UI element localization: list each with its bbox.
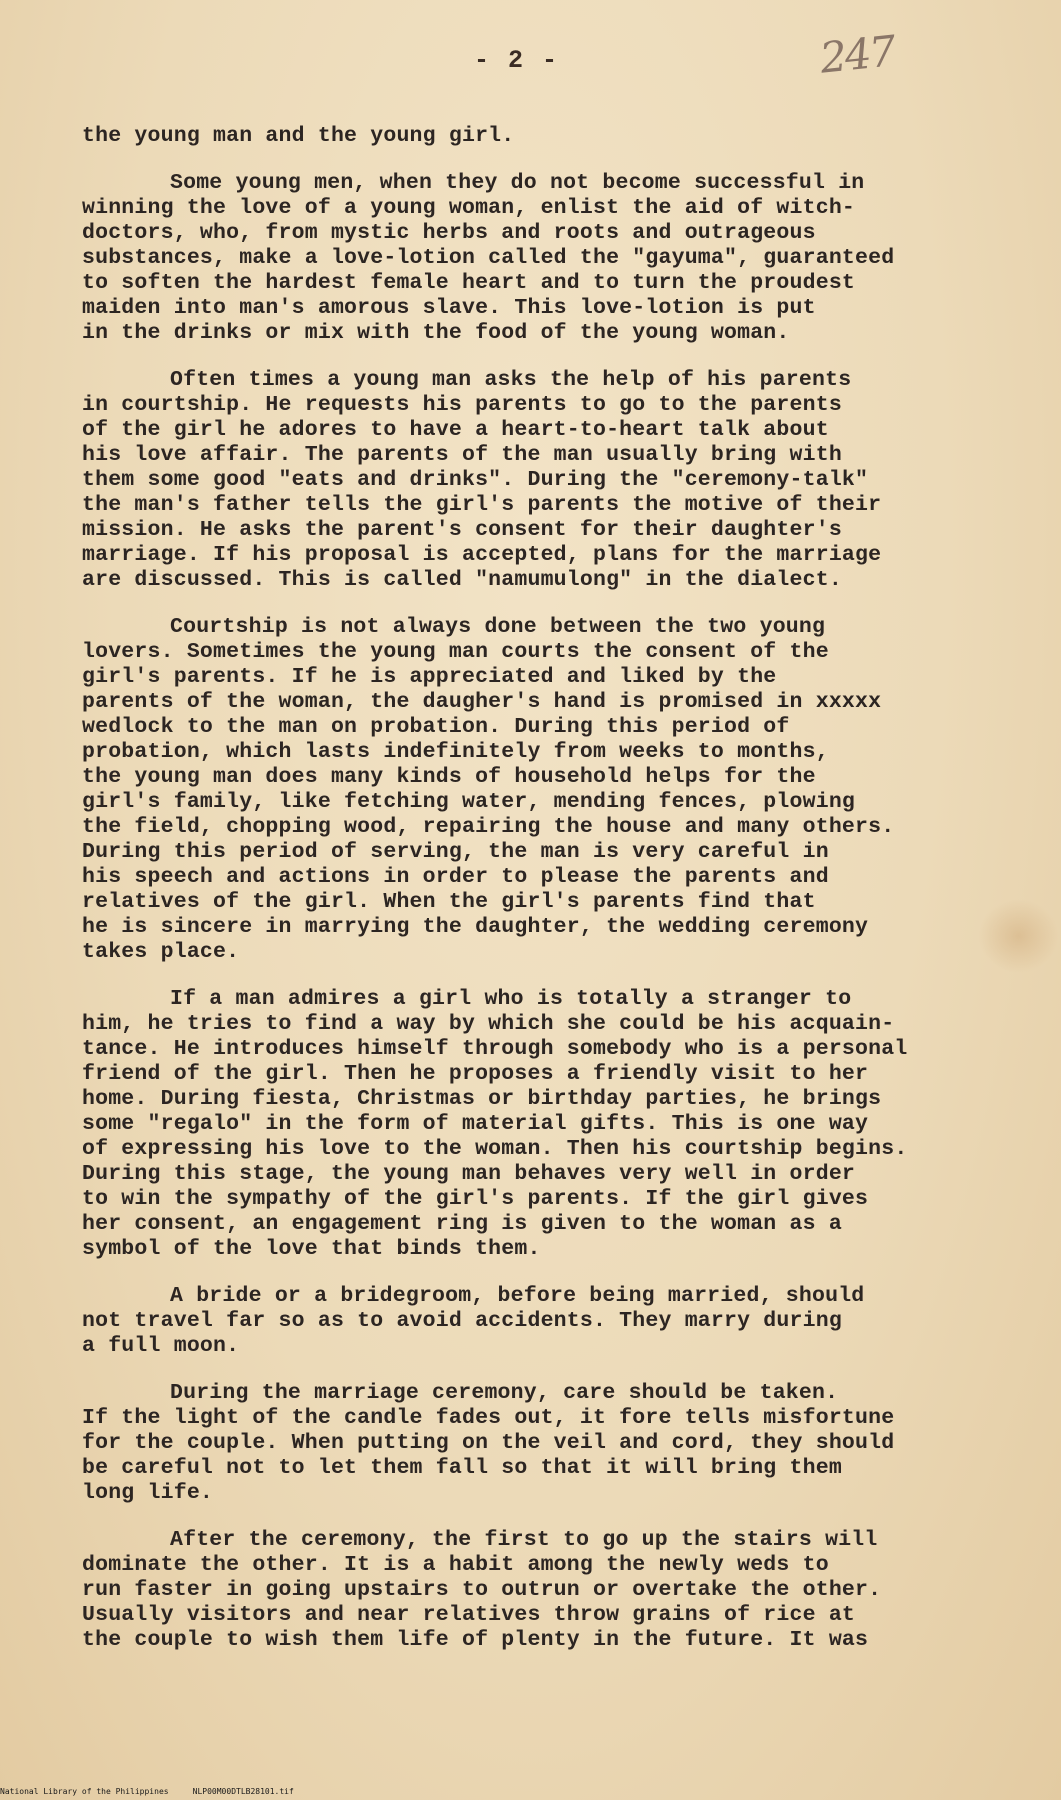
- paragraph: [82, 368, 1042, 593]
- text-line: the man's father tells the girl's parents the motive of their: [82, 493, 882, 517]
- text-line: a full moon.: [82, 1334, 240, 1358]
- text-line: If the light of the candle fades out, it fore tells misfortune: [82, 1406, 895, 1430]
- text-line: During this period of serving, the man is very careful in: [82, 840, 829, 864]
- text-line: for the couple. When putting on the veil and cord, they should: [82, 1431, 895, 1455]
- text-line: run faster in going upstairs to outrun or overtake the other.: [82, 1578, 882, 1602]
- text-line: mission. He asks the parent's consent for their daughter's: [82, 518, 842, 542]
- text-line: not travel far so as to avoid accidents. They marry during: [82, 1309, 842, 1333]
- text-line: he is sincere in marrying the daughter, the wedding ceremony: [82, 915, 869, 939]
- text-line: girl's parents. If he is appreciated and liked by the: [82, 665, 777, 689]
- text-line: After the ceremony, the first to go up the stairs will: [170, 1528, 878, 1552]
- text-line: be careful not to let them fall so that it will bring them: [82, 1456, 842, 1480]
- opening-line: [82, 124, 1042, 149]
- page-number: - 2 -: [474, 46, 560, 75]
- text-line: takes place.: [82, 940, 240, 964]
- paragraph: [82, 1528, 1042, 1653]
- text-line: Courtship is not always done between the two young: [170, 615, 826, 639]
- handwritten-page-annotation: 247: [817, 26, 897, 83]
- text-line: During this stage, the young man behaves very well in order: [82, 1162, 856, 1186]
- text-line: him, he tries to find a way by which she could be his acquain-: [82, 1012, 895, 1036]
- text-line: the young man and the young girl.: [82, 124, 515, 148]
- text-line: of expressing his love to the woman. Then his courtship begins.: [82, 1137, 908, 1161]
- text-line: relatives of the girl. When the girl's parents find that: [82, 890, 816, 914]
- text-line: maiden into man's amorous slave. This love-lotion is put: [82, 296, 816, 320]
- text-line: his speech and actions in order to please the parents and: [82, 865, 829, 889]
- text-line: dominate the other. It is a habit among the newly weds to: [82, 1553, 829, 1577]
- text-line: to win the sympathy of the girl's parents. If the girl gives: [82, 1187, 869, 1211]
- paragraph: [82, 171, 1042, 346]
- document-body: [82, 124, 1042, 1675]
- text-line: Usually visitors and near relatives throw grains of rice at: [82, 1603, 856, 1627]
- text-line: During the marriage ceremony, care should be taken.: [170, 1381, 839, 1405]
- text-line: marriage. If his proposal is accepted, plans for the marriage: [82, 543, 882, 567]
- text-line: tance. He introduces himself through somebody who is a personal: [82, 1037, 908, 1061]
- text-line: of the girl he adores to have a heart-to-heart talk about: [82, 418, 829, 442]
- text-line: his love affair. The parents of the man usually bring with: [82, 443, 842, 467]
- text-line: wedlock to the man on probation. During this period of: [82, 715, 790, 739]
- text-line: girl's family, like fetching water, mending fences, plowing: [82, 790, 856, 814]
- text-line: lovers. Sometimes the young man courts the consent of the: [82, 640, 829, 664]
- text-line: the couple to wish them life of plenty in the future. It was: [82, 1628, 869, 1652]
- text-line: home. During fiesta, Christmas or birthday parties, he brings: [82, 1087, 882, 1111]
- text-line: them some good "eats and drinks". During the "ceremony-talk": [82, 468, 869, 492]
- paragraph: [82, 1381, 1042, 1506]
- text-line: friend of the girl. Then he proposes a friendly visit to her: [82, 1062, 869, 1086]
- text-line: winning the love of a young woman, enlist the aid of witch-: [82, 196, 856, 220]
- text-line: Often times a young man asks the help of his parents: [170, 368, 852, 392]
- paragraph: [82, 615, 1042, 965]
- text-line: to soften the hardest female heart and to turn the proudest: [82, 271, 856, 295]
- text-line: long life.: [82, 1481, 214, 1505]
- text-line: in courtship. He requests his parents to go to the parents: [82, 393, 842, 417]
- text-line: probation, which lasts indefinitely from weeks to months,: [82, 740, 829, 764]
- text-line: symbol of the love that binds them.: [82, 1237, 541, 1261]
- text-line: some "regalo" in the form of material gifts. This is one way: [82, 1112, 869, 1136]
- text-line: If a man admires a girl who is totally a stranger to: [170, 987, 852, 1011]
- text-line: Some young men, when they do not become successful in: [170, 171, 865, 195]
- text-line: A bride or a bridegroom, before being married, should: [170, 1284, 865, 1308]
- text-line: are discussed. This is called "namumulong" in the dialect.: [82, 568, 842, 592]
- paragraph-list: [82, 171, 1042, 1653]
- text-line: the young man does many kinds of household helps for the: [82, 765, 816, 789]
- text-line: her consent, an engagement ring is given to the woman as a: [82, 1212, 842, 1236]
- text-line: the field, chopping wood, repairing the house and many others.: [82, 815, 895, 839]
- text-line: parents of the woman, the daugher's hand is promised in xxxxx: [82, 690, 882, 714]
- paragraph: [82, 1284, 1042, 1359]
- paragraph: [82, 987, 1042, 1262]
- text-line: in the drinks or mix with the food of the young woman.: [82, 321, 790, 345]
- archive-footer: National Library of the Philippines NLP00M00DTLB28101.tif: [0, 1787, 294, 1796]
- text-line: substances, make a love-lotion called the "gayuma", guaranteed: [82, 246, 895, 270]
- text-line: doctors, who, from mystic herbs and roots and outrageous: [82, 221, 816, 245]
